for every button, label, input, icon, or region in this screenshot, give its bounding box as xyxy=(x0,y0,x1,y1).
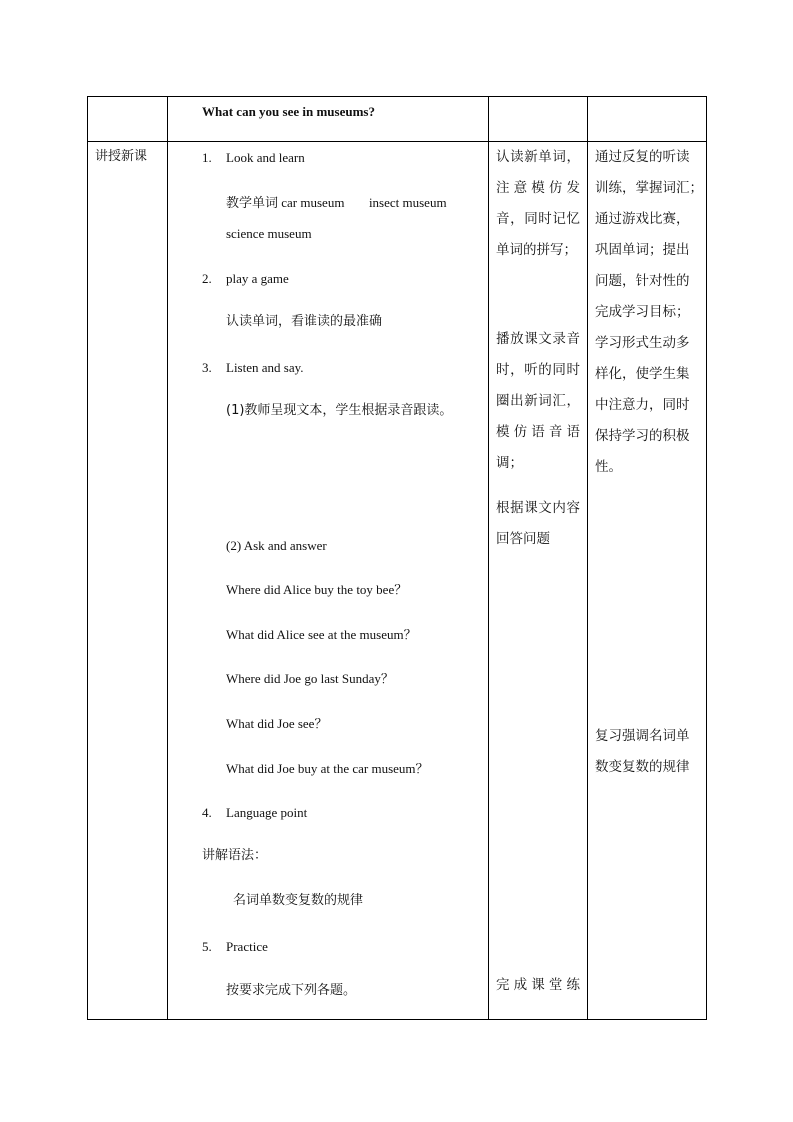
activity-line: 完成课堂练 xyxy=(496,977,580,993)
student-activity-block xyxy=(496,493,580,555)
intent-line: 通过反复的听读 xyxy=(595,149,690,165)
step-title: Look and learn xyxy=(226,150,305,165)
vocab-line xyxy=(226,196,447,210)
intent-line: 训练，掌握词汇； xyxy=(595,180,703,196)
column-divider xyxy=(167,97,168,1019)
vocab-prefix: 教学单词 xyxy=(226,196,279,211)
step-title: Practice xyxy=(226,939,268,954)
intent-line: 保持学习的积极 xyxy=(595,428,690,444)
step-description: (1)教师呈现文本，学生根据录音跟读。 xyxy=(226,403,453,418)
intent-line: 样化，使学生集 xyxy=(595,366,690,382)
activity-line: 单词的拼写； xyxy=(496,242,577,258)
intent-line: 问题，针对性的 xyxy=(595,273,690,289)
intent-line: 通过游戏比赛， xyxy=(595,211,690,227)
intent-line: 性。 xyxy=(595,459,622,475)
activity-line: 圈出新词汇， xyxy=(496,393,580,409)
step-title: play a game xyxy=(226,271,289,286)
question-item: Where did Alice buy the toy bee？ xyxy=(226,582,408,597)
activity-line: 模仿语音语 xyxy=(496,424,580,440)
activity-line: 播放课文录音 xyxy=(496,331,580,347)
intent-line: 完成学习目标； xyxy=(595,304,690,320)
step-number: 3. xyxy=(202,360,212,375)
activity-line: 时，听的同时 xyxy=(496,362,580,378)
activity-line: 认读新单词， xyxy=(496,149,580,165)
section-label: 讲授新课 xyxy=(95,149,148,164)
question-item: What did Alice see at the museum？ xyxy=(226,627,417,642)
step-description: 认读单词，看谁读的最准确 xyxy=(226,314,383,329)
activity-line: 根据课文内容 xyxy=(496,500,580,516)
design-intent-block xyxy=(595,142,701,483)
column-divider xyxy=(488,97,489,1019)
activity-line: 音，同时记忆 xyxy=(496,211,580,227)
step-number: 4. xyxy=(202,805,212,820)
question-item: Where did Joe go last Sunday？ xyxy=(226,671,394,686)
student-activity-block xyxy=(496,324,580,479)
vocab-word: car museum xyxy=(281,195,345,210)
step-subtitle: (2) Ask and answer xyxy=(226,538,327,553)
step-description: 按要求完成下列各题。 xyxy=(226,983,357,998)
step-title: Language point xyxy=(226,805,308,820)
question-item: What did Joe see？ xyxy=(226,716,328,731)
intent-line: 复习强调名词单 xyxy=(595,728,690,744)
step-number: 1. xyxy=(202,150,212,165)
step-number: 5. xyxy=(202,939,212,954)
vocab-word: insect museum xyxy=(368,195,447,210)
step-number: 2. xyxy=(202,271,212,286)
intent-line: 中注意力，同时 xyxy=(595,397,690,413)
vocab-word: science museum xyxy=(226,226,312,241)
student-activity-block xyxy=(496,142,580,266)
column-divider xyxy=(587,97,588,1019)
grammar-rule: 名词单数变复数的规律 xyxy=(233,893,364,908)
question-item: What did Joe buy at the car museum？ xyxy=(226,761,429,776)
grammar-label: 讲解语法： xyxy=(202,848,268,863)
activity-line: 注意模仿发 xyxy=(496,180,580,196)
activity-line: 调； xyxy=(496,455,523,471)
intent-line: 学习形式生动多 xyxy=(595,335,690,351)
lesson-title: What can you see in museums? xyxy=(202,104,375,119)
student-activity-block xyxy=(496,970,580,1001)
step-title: Listen and say. xyxy=(226,360,304,375)
design-intent-block xyxy=(595,721,701,783)
intent-line: 巩固单词；提出 xyxy=(595,242,690,258)
intent-line: 数变复数的规律 xyxy=(595,759,690,775)
activity-line: 回答问题 xyxy=(496,531,550,547)
